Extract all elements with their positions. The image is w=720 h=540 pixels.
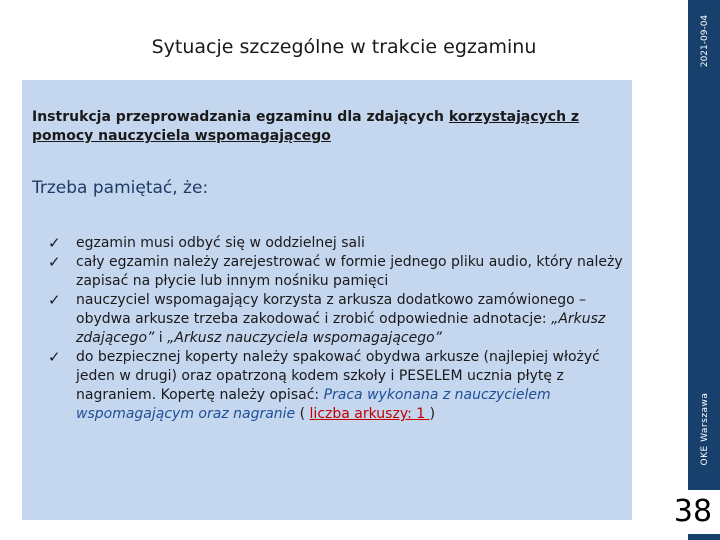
content-panel xyxy=(22,80,632,520)
item-text: egzamin musi odbyć się w oddzielnej sali xyxy=(76,235,365,251)
org-text: OKE Warszawa xyxy=(700,392,710,466)
check-icon: ✓ xyxy=(48,291,61,309)
check-icon: ✓ xyxy=(48,234,61,252)
item-sheet-count: liczba arkuszy: 1 xyxy=(309,406,430,422)
date-text: 2021-09-04 xyxy=(700,14,710,68)
list-item xyxy=(48,253,628,291)
list-item xyxy=(48,291,628,348)
instruction-heading xyxy=(32,108,622,146)
org-label xyxy=(690,384,720,474)
list-item xyxy=(48,234,628,253)
date-label xyxy=(690,0,720,82)
item-text: do bezpiecznej koperty należy spakować obydwa arkusze (najlepiej włożyć jeden w drugi) oraz opatrzoną kodem szkoły i PESELEM ucznia płytę z nagraniem. Kopertę należy opisać: xyxy=(76,349,600,403)
item-italic-label: Praca wykonana z nauczycielem wspomagającym oraz nagranie xyxy=(76,387,551,422)
checklist xyxy=(48,234,628,424)
check-icon: ✓ xyxy=(48,348,61,366)
item-paren-close: ) xyxy=(429,406,436,422)
list-item xyxy=(48,348,628,424)
check-icon: ✓ xyxy=(48,253,61,271)
item-quote-2: „Arkusz nauczyciela wspomagającego” xyxy=(167,330,442,346)
slide-title: Sytuacje szczególne w trakcie egzaminu xyxy=(151,36,537,58)
heading-text: Instrukcja przeprowadzania egzaminu dla zdających xyxy=(32,109,449,125)
lead-text: Trzeba pamiętać, że: xyxy=(32,178,209,198)
item-text: nauczyciel wspomagający korzysta z arkusza dodatkowo zamówionego – obydwa arkusze trzeba zakodować i zrobić odpowiednie adnotacje: xyxy=(76,292,587,327)
item-quote-1: „Arkusz zdającego” xyxy=(76,311,606,346)
item-text: cały egzamin należy zarejestrować w formie jednego pliku audio, który należy zapisać na płycie lub innym nośniku pamięci xyxy=(76,254,623,289)
page-number: 38 xyxy=(666,490,720,534)
heading-underlined: korzystających z pomocy nauczyciela wspomagającego xyxy=(32,109,580,144)
item-conjunction: i xyxy=(154,330,168,346)
item-paren-open: ( xyxy=(295,406,310,422)
